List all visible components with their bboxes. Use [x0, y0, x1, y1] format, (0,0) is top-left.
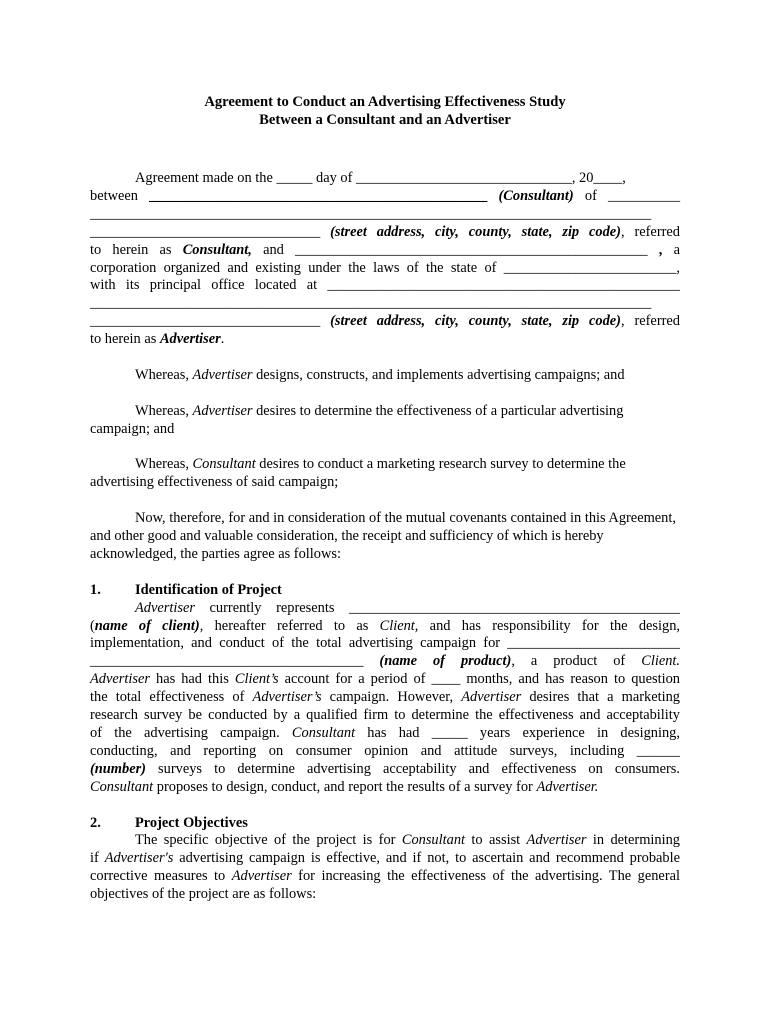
- intro-line-3: ______________________________________________________________________________: [90, 205, 652, 222]
- section-2-line-4: objectives of the project are as follows:: [90, 886, 317, 903]
- section-1-line-7: research survey be conducted by a qualified firm to determine the effectiveness and acceptability: [90, 707, 680, 724]
- section-1-line-11: Consultant proposes to design, conduct, and report the results of a survey for Advertiser.: [90, 778, 599, 795]
- intro-line-9: ________________________________ (street address, city, county, state, zip code), referred: [90, 313, 680, 330]
- section-1-heading: 1. Identification of Project: [90, 581, 282, 598]
- section-1-line-3: implementation, and conduct of the total advertising campaign for ________________________: [90, 635, 680, 652]
- whereas-1: Whereas, Advertiser designs, constructs, and implements advertising campaigns; and: [135, 366, 625, 383]
- section-2-line-3: corrective measures to Advertiser for increasing the effectiveness of the advertising. The general: [90, 868, 680, 885]
- intro-line-7: with its principal office located at _________________________________________________: [90, 277, 680, 294]
- intro-line-5: to herein as Consultant, and _________________________________________________ , a: [90, 241, 680, 258]
- section-1-line-1: Advertiser currently represents ______________________________________________: [135, 599, 680, 616]
- document-body: [90, 170, 680, 904]
- section-1-line-9: conducting, and reporting on consumer opinion and attitude surveys, including ______: [90, 742, 680, 759]
- section-1-line-10: (number) surveys to determine advertising acceptability and effectiveness on consumers.: [90, 760, 680, 777]
- section-1-line-4: ______________________________________ (name of product), a product of Client.: [90, 653, 680, 670]
- now-therefore: Now, therefore, for and in consideration of the mutual covenants contained in this Agreement, and other good and valuable consideration, the receipt and sufficiency of which is hereby acknowledged, the parties agree as follows:: [90, 510, 676, 562]
- section-2-line-1: The specific objective of the project is for Consultant to assist Advertiser in determining: [135, 832, 680, 849]
- intro-line-6: corporation organized and existing under the laws of the state of ________________________,: [90, 259, 680, 276]
- whereas-3: Whereas, Consultant desires to conduct a marketing research survey to determine the advertising effectiveness of said campaign;: [90, 456, 626, 491]
- intro-line-1: Agreement made on the _____ day of ______________________________, 20____,: [135, 170, 626, 186]
- section-2-line-2: if Advertiser's advertising campaign is effective, and if not, to ascertain and recommend probable: [90, 850, 681, 867]
- section-1-line-6: the total effectiveness of Advertiser’s campaign. However, Advertiser desires that a marketing: [90, 689, 680, 706]
- section-2-heading: 2. Project Objectives: [90, 814, 248, 831]
- title-line-1: Agreement to Conduct an Advertising Effectiveness Study: [204, 94, 566, 110]
- whereas-2: Whereas, Advertiser desires to determine the effectiveness of a particular advertising campaign; and: [90, 402, 624, 437]
- title-line-2: Between a Consultant and an Advertiser: [259, 112, 511, 128]
- intro-line-8: ______________________________________________________________________________: [90, 295, 652, 312]
- section-1-line-8: of the advertising campaign. Consultant has had _____ years experience in designing,: [90, 725, 680, 742]
- intro-line-4: ________________________________ (street address, city, county, state, zip code), referred: [90, 223, 680, 240]
- intro-line-2: between _______________________________________________ (Consultant) of __________: [90, 187, 681, 204]
- intro-line-10: to herein as Advertiser.: [90, 331, 225, 348]
- section-1-line-5: Advertiser has had this Client’s account for a period of ____ months, and has reason to question: [90, 671, 680, 688]
- section-1-line-2: (name of client), hereafter referred to as Client, and has responsibility for the design,: [90, 617, 680, 634]
